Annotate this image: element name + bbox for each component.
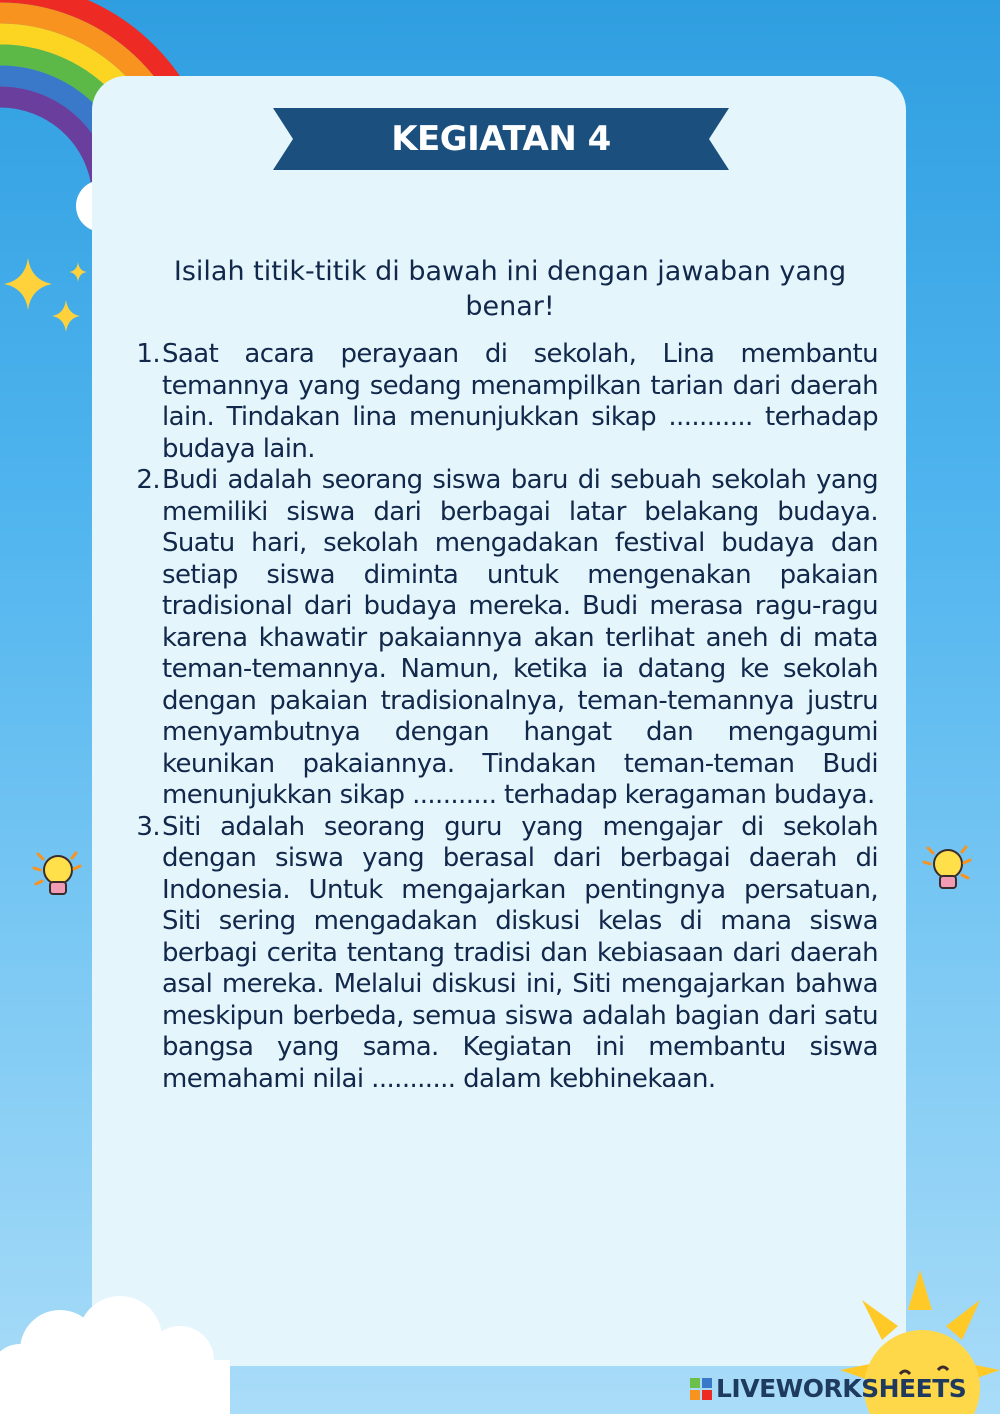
question-list	[122, 339, 878, 1095]
question-item	[122, 339, 878, 465]
question-item	[122, 812, 878, 1096]
watermark-text: LIVEWORKSHEETS	[716, 1374, 967, 1403]
question-item	[122, 465, 878, 812]
question-text: Budi adalah seorang siswa baru di sebuah sekolah yang memiliki siswa dari berbagai latar belakang budaya. Suatu hari, sekolah mengadakan festival budaya dan setiap siswa diminta untuk mengenakan pakaian tradisional dari budaya mereka. Budi merasa ragu-ragu karena khawatir pakaiannya akan terlihat aneh di mata teman-temannya. Namun, ketika ia datang ke sekolah dengan pakaian tradisionalnya, teman-temannya justru menyambutnya dengan hangat dan mengagumi keunikan pakaiannya. Tindakan teman-teman Budi menunjukkan sikap ........... terhadap keragaman budaya.	[162, 465, 878, 810]
cloud-icon	[0, 1290, 240, 1414]
question-number: 1.	[136, 339, 160, 369]
liveworksheets-logo-icon	[690, 1378, 712, 1400]
lightbulb-icon	[28, 848, 88, 904]
lightbulb-icon	[918, 842, 978, 898]
question-text: Siti adalah seorang guru yang mengajar di sekolah dengan siswa yang berasal dari berbagai daerah di Indonesia. Untuk mengajarkan pentingnya persatuan, Siti sering mengadakan diskusi kelas di mana siswa berbagi cerita tentang tradisi dan kebiasaan dari daerah asal mereka. Melalui diskusi ini, Siti mengajarkan bahwa meskipun berbeda, semua siswa adalah bagian dari satu bangsa yang sama. Kegiatan ini membantu siswa memahami nilai ........... dalam kebhinekaan.	[162, 811, 878, 1094]
sparkle-icon	[0, 250, 100, 340]
title-banner	[273, 108, 729, 170]
question-number: 3.	[136, 811, 160, 842]
page-title: KEGIATAN 4	[391, 119, 611, 159]
question-text: Saat acara perayaan di sekolah, Lina membantu temannya yang sedang menampilkan tarian dari daerah lain. Tindakan lina menunjukkan sikap ........... terhadap budaya lain.	[162, 339, 878, 464]
instruction-text: Isilah titik-titik di bawah ini dengan jawaban yang benar!	[173, 256, 847, 322]
liveworksheets-watermark	[690, 1372, 990, 1406]
question-number: 2.	[136, 465, 160, 495]
